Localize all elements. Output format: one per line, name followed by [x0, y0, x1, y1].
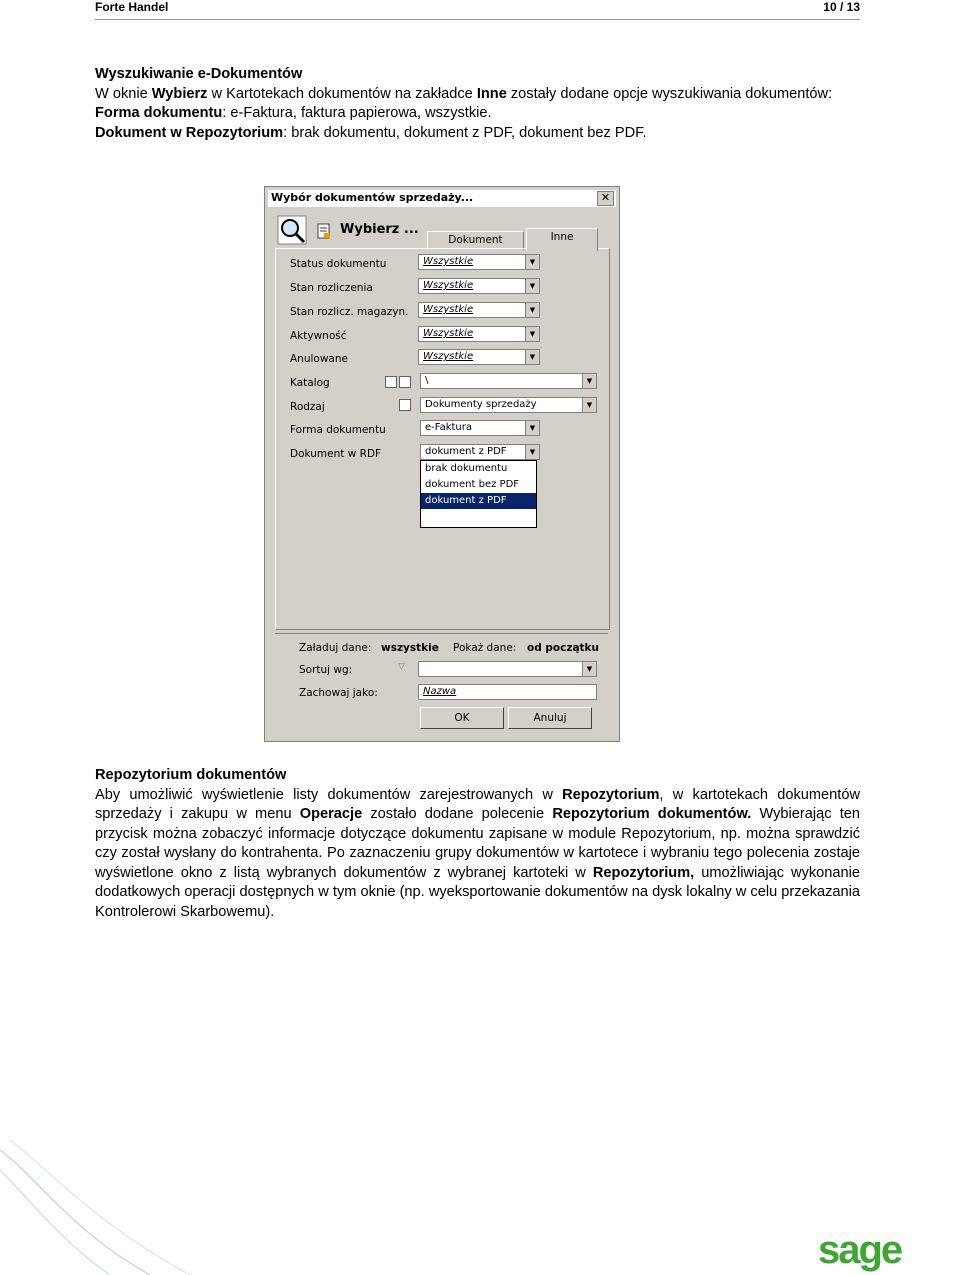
- document-icon: [317, 223, 331, 239]
- warehouse-settlement-select[interactable]: Wszystkie ▼: [418, 302, 540, 318]
- sort-label: Sortuj wg:: [299, 664, 353, 676]
- catalog-checkbox-2[interactable]: [399, 376, 411, 388]
- section-repository: [95, 766, 860, 922]
- status-select[interactable]: Wszystkie ▼: [418, 254, 540, 270]
- tab-dokument[interactable]: Dokument: [427, 231, 524, 250]
- cancel-button[interactable]: Anuluj: [508, 707, 592, 729]
- save-as-label: Zachowaj jako:: [299, 687, 378, 699]
- chevron-down-icon: ▼: [525, 350, 539, 364]
- magnifier-icon: [277, 215, 307, 245]
- type-select[interactable]: Dokumenty sprzedaży ▼: [420, 397, 597, 413]
- catalog-select[interactable]: \ ▼: [420, 373, 597, 389]
- sage-logo: sage: [818, 1228, 902, 1272]
- paragraph: W oknie Wybierz w Kartotekach dokumentów na zakładce Inne zostały dodane opcje wyszukiwania dokumentów:: [95, 85, 833, 102]
- repository-label: Dokument w RDF: [290, 448, 382, 460]
- dialog-title: Wybór dokumentów sprzedaży...: [271, 191, 474, 204]
- header-title: Forte Handel: [95, 0, 169, 14]
- close-button[interactable]: ✕: [597, 191, 614, 206]
- load-data-value[interactable]: wszystkie: [381, 642, 439, 654]
- show-data-value[interactable]: od początku: [527, 642, 600, 654]
- chevron-down-icon: ▼: [525, 445, 539, 459]
- repository-dropdown-list: [420, 460, 537, 528]
- show-data-label: Pokaż dane:: [453, 642, 517, 654]
- dropdown-option-with-pdf[interactable]: dokument z PDF: [421, 493, 536, 509]
- save-as-input[interactable]: Nazwa: [418, 684, 597, 700]
- cancelled-select[interactable]: Wszystkie ▼: [418, 349, 540, 365]
- chevron-down-icon: ▼: [582, 662, 596, 676]
- section-title: Wyszukiwanie e-Dokumentów: [95, 66, 303, 82]
- chevron-down-icon: ▼: [582, 374, 596, 388]
- paragraph: Forma dokumentu: e-Faktura, faktura papierowa, wszystkie.: [95, 105, 492, 121]
- section-title: Repozytorium dokumentów: [95, 767, 287, 783]
- chevron-down-icon: ▼: [582, 398, 596, 412]
- dropdown-option-no-document[interactable]: brak dokumentu: [425, 463, 508, 474]
- load-data-label: Załaduj dane:: [299, 642, 372, 654]
- type-checkbox[interactable]: [399, 399, 411, 411]
- page-number: 10 / 13: [823, 0, 860, 14]
- chevron-down-icon: ▼: [525, 279, 539, 293]
- document-form-label: Forma dokumentu: [290, 424, 386, 436]
- page-header: [95, 0, 860, 20]
- chevron-down-icon: ▼: [525, 327, 539, 341]
- filter-icon: ▽: [398, 662, 405, 672]
- chevron-down-icon: ▼: [525, 303, 539, 317]
- activity-label: Aktywność: [290, 330, 347, 342]
- chevron-down-icon: ▼: [525, 421, 539, 435]
- repository-select[interactable]: dokument z PDF ▼: [420, 444, 540, 460]
- cancelled-label: Anulowane: [290, 353, 348, 365]
- settlement-label: Stan rozliczenia: [290, 282, 373, 294]
- document-form-select[interactable]: e-Faktura ▼: [420, 420, 540, 436]
- ok-button[interactable]: OK: [420, 707, 504, 729]
- activity-select[interactable]: Wszystkie ▼: [418, 326, 540, 342]
- catalog-label: Katalog: [290, 377, 330, 389]
- sort-select[interactable]: [418, 661, 597, 677]
- status-label: Status dokumentu: [290, 258, 387, 270]
- paragraph: Dokument w Repozytorium: brak dokumentu, dokument z PDF, dokument bez PDF.: [95, 124, 647, 141]
- dropdown-option-without-pdf[interactable]: dokument bez PDF: [425, 479, 520, 490]
- catalog-checkbox-1[interactable]: [385, 376, 397, 388]
- dialog-titlebar: [268, 190, 616, 207]
- chevron-down-icon: ▼: [525, 255, 539, 269]
- tab-inne[interactable]: Inne: [526, 228, 598, 251]
- type-label: Rodzaj: [290, 401, 325, 413]
- divider: [275, 633, 608, 635]
- paragraph: Aby umożliwić wyświetlenie listy dokumentów zarejestrowanych w Repozytorium, w kartotekach dokumentów sprzedaży i zakupu w menu Operacje zostało dodane polecenie Repozytorium dokumentów. Wybierając ten przycisk można zobaczyć informacje dotyczące dokumentu zapisane w module Repozytorium, np. można sprawdzić czy został wysłany do kontrahenta. Po zaznaczeniu grupy dokumentów w kartotece i wybraniu tego polecenia zostaje wyświetlone okno z listą wybranych dokumentów z wybranej kartoteki w Repozytorium, umożliwiając wykonanie dodatkowych operacji dostępnych w tym oknie (np. wyeksportowanie dokumentów na dysk lokalny w celu przekazania Kontrolerowi Skarbowemu).: [95, 786, 860, 920]
- select-documents-dialog: [264, 186, 620, 742]
- warehouse-settlement-label: Stan rozlicz. magazyn.: [290, 306, 409, 318]
- dialog-heading: Wybierz ...: [340, 222, 419, 237]
- settlement-select[interactable]: Wszystkie ▼: [418, 278, 540, 294]
- decorative-swoosh: [0, 1140, 200, 1275]
- section-einvoice: [95, 65, 860, 143]
